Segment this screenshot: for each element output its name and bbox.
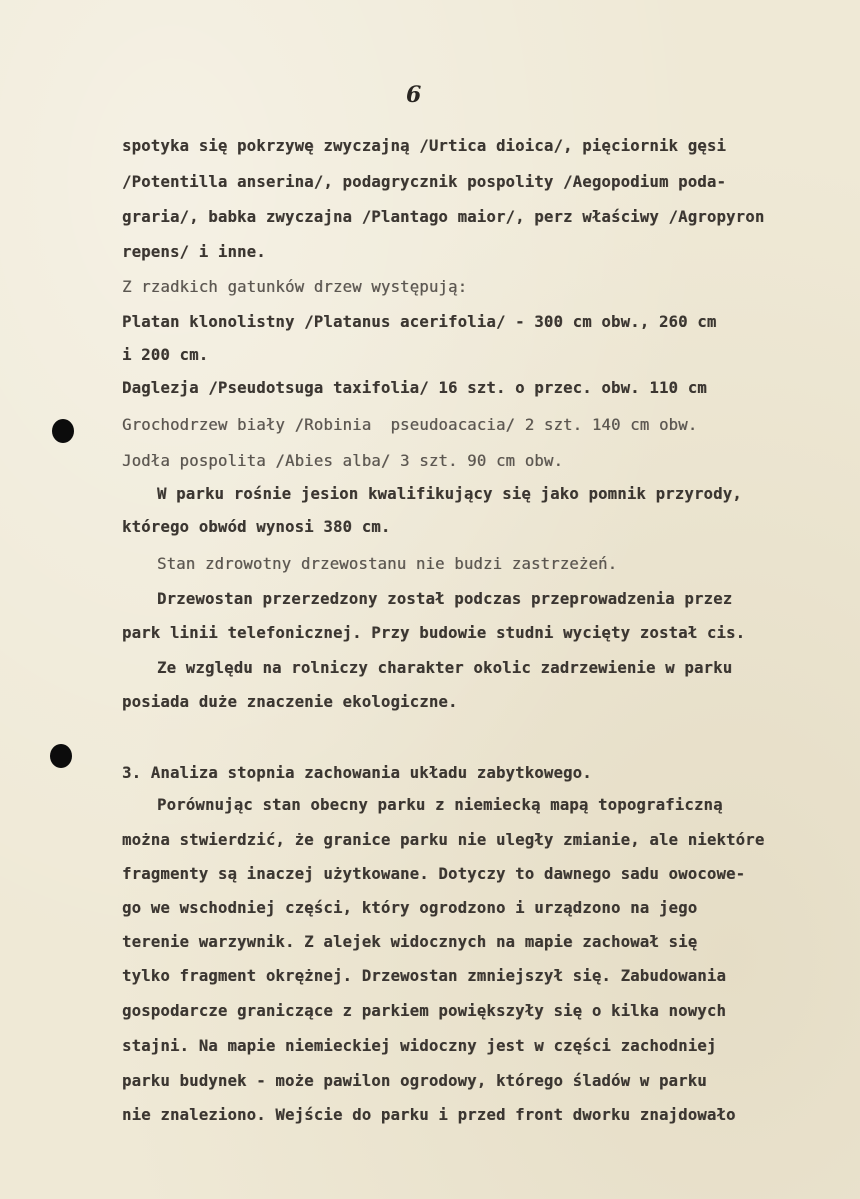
text-line: graria/, babka zwyczajna /Plantago maior/, perz właściwy /Agropyron (122, 208, 765, 226)
text-line: W parku rośnie jesion kwalifikujący się jako pomnik przyrody, (157, 485, 742, 503)
text-line: posiada duże znaczenie ekologiczne. (122, 693, 458, 711)
text-line: Grochodrzew biały /Robinia pseudoacacia/ 2 szt. 140 cm obw. (122, 416, 698, 434)
binder-hole-top (52, 419, 74, 443)
text-line: Daglezja /Pseudotsuga taxifolia/ 16 szt. o przec. obw. 110 cm (122, 379, 707, 397)
text-line: Drzewostan przerzedzony został podczas przeprowadzenia przez (157, 590, 733, 608)
text-line: spotyka się pokrzywę zwyczajną /Urtica dioica/, pięciornik gęsi (122, 137, 727, 155)
text-line: którego obwód wynosi 380 cm. (122, 518, 391, 536)
text-line: terenie warzywnik. Z alejek widocznych na mapie zachował się (122, 933, 698, 951)
text-line: parku budynek - może pawilon ogrodowy, którego śladów w parku (122, 1072, 707, 1090)
text-line: park linii telefonicznej. Przy budowie studni wycięty został cis. (122, 624, 746, 642)
section-heading: 3. Analiza stopnia zachowania układu zabytkowego. (122, 764, 592, 782)
text-line: repens/ i inne. (122, 243, 266, 261)
text-line: /Potentilla anserina/, podagrycznik pospolity /Aegopodium poda- (122, 173, 727, 191)
text-line: tylko fragment okrężnej. Drzewostan zmniejszył się. Zabudowania (122, 967, 727, 985)
text-line: Platan klonolistny /Platanus acerifolia/ - 300 cm obw., 260 cm (122, 313, 717, 331)
text-line: stajni. Na mapie niemieckiej widoczny jest w części zachodniej (122, 1037, 717, 1055)
text-line: Z rzadkich gatunków drzew występują: (122, 278, 468, 296)
text-line: Ze względu na rolniczy charakter okolic zadrzewienie w parku (157, 659, 733, 677)
text-line: i 200 cm. (122, 346, 209, 364)
text-line: Jodła pospolita /Abies alba/ 3 szt. 90 cm obw. (122, 452, 564, 470)
text-line: go we wschodniej części, który ogrodzono i urządzono na jego (122, 899, 698, 917)
page-number: 6 (406, 82, 422, 108)
text-line: nie znaleziono. Wejście do parku i przed front dworku znajdowało (122, 1106, 736, 1124)
text-line: fragmenty są inaczej użytkowane. Dotyczy to dawnego sadu owocowe- (122, 865, 746, 883)
binder-hole-bottom (50, 744, 72, 768)
text-line: można stwierdzić, że granice parku nie uległy zmianie, ale niektóre (122, 831, 765, 849)
text-line: Porównując stan obecny parku z niemiecką mapą topograficzną (157, 796, 723, 814)
text-line: Stan zdrowotny drzewostanu nie budzi zastrzeżeń. (157, 555, 618, 573)
text-line: gospodarcze graniczące z parkiem powiększyły się o kilka nowych (122, 1002, 727, 1020)
